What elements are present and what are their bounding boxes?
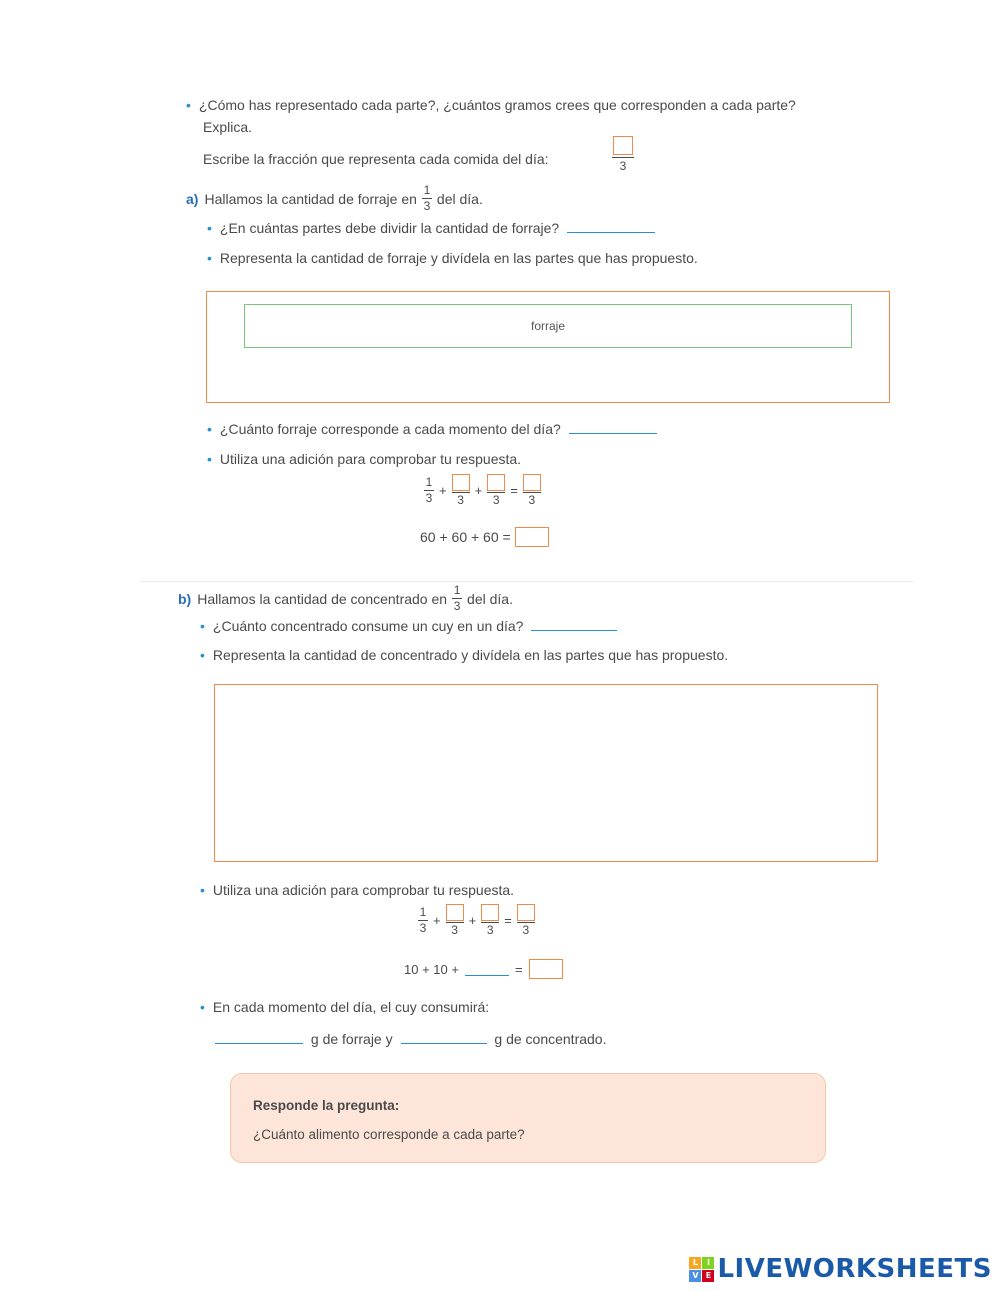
fraction-blank: 3 <box>523 474 541 507</box>
section-a-number-sum: 60 + 60 + 60 = <box>420 527 549 547</box>
section-b-title: b) Hallamos la cantidad de concentrado en $\frac{1}{3}$ del día. <box>178 583 513 613</box>
section-b-number-sum: 10 + 10 + = <box>404 959 563 979</box>
numerator-input[interactable] <box>517 904 535 921</box>
fraction-prompt <box>612 136 634 172</box>
section-b-bullet-3: • Utiliza una adición para comprobar tu respuesta. <box>200 882 515 898</box>
callout-title: Responde la pregunta: <box>253 1098 400 1113</box>
section-a-bullet-1: • ¿En cuántas partes debe dividir la cantidad de forraje? <box>207 220 655 236</box>
concentrate-drawing-area[interactable] <box>214 684 878 862</box>
numerator-input[interactable] <box>487 474 505 491</box>
fraction-one-third: $\frac{1}{3}$ <box>419 905 427 935</box>
sum-answer-box[interactable] <box>515 527 549 547</box>
fraction-denominator: 3 <box>619 159 627 173</box>
intro-question-cont: Explica. <box>203 119 253 135</box>
section-a-title: a) Hallamos la cantidad de forraje en $\frac{1}{3}$ del día. <box>186 183 483 213</box>
section-b-fraction-sum: $\frac{1}{3}$ + 3 + 3 = 3 <box>416 904 537 937</box>
fraction-bar <box>612 157 634 158</box>
forage-bar[interactable] <box>244 304 852 348</box>
forage-per-moment-blank[interactable] <box>569 433 657 434</box>
numerator-input[interactable] <box>452 474 470 491</box>
numerator-input[interactable] <box>523 474 541 491</box>
forage-bar-label: forraje <box>530 319 565 333</box>
answer-callout <box>230 1073 826 1163</box>
fraction-blank: 3 <box>487 474 505 507</box>
callout-question: ¿Cuánto alimento corresponde a cada parte? <box>253 1127 525 1142</box>
section-a-bullet-4: • Utiliza una adición para comprobar tu respuesta. <box>207 451 522 467</box>
sum-answer-box[interactable] <box>529 959 563 979</box>
section-a-bullet-3: • ¿Cuánto forraje corresponde a cada momento del día? <box>207 421 657 437</box>
bullet-icon: • <box>186 97 191 113</box>
fraction-one-third: $\frac{1}{3}$ <box>453 583 461 613</box>
section-b-bullet-4: • En cada momento del día, el cuy consumirá: <box>200 999 490 1015</box>
fraction-one-third: $\frac{1}{3}$ <box>425 475 433 505</box>
liveworksheets-logo <box>689 1254 992 1284</box>
final-answer-line: g de forraje y g de concentrado. <box>215 1031 606 1047</box>
fraction-blank: 3 <box>517 904 535 937</box>
intro-question: • ¿Cómo has representado cada parte?, ¿cuántos gramos crees que corresponden a cada parte? <box>186 97 796 113</box>
concentrate-per-day-blank[interactable] <box>531 630 617 631</box>
fraction-one-third: $\frac{1}{3}$ <box>423 183 431 213</box>
parts-answer-blank[interactable] <box>567 232 655 233</box>
concentrate-grams-blank[interactable] <box>401 1043 487 1044</box>
section-divider <box>140 581 914 582</box>
write-fraction-line: Escribe la fracción que representa cada comida del día: <box>203 151 549 167</box>
section-a-bullet-2: • Representa la cantidad de forraje y divídela en las partes que has propuesto. <box>207 250 698 266</box>
logo-mark-icon: L I V E <box>689 1257 714 1282</box>
section-a-fraction-sum: $\frac{1}{3}$ + 3 + 3 = 3 <box>422 474 543 507</box>
forage-grams-blank[interactable] <box>215 1043 303 1044</box>
numerator-input[interactable] <box>481 904 499 921</box>
logo-text: LIVEWORKSHEETS <box>717 1254 992 1284</box>
fraction-blank: 3 <box>446 904 464 937</box>
fraction-blank: 3 <box>481 904 499 937</box>
fraction-blank: 3 <box>452 474 470 507</box>
section-b-bullet-2: • Representa la cantidad de concentrado y divídela en las partes que has propuesto. <box>200 647 729 663</box>
numerator-input[interactable] <box>446 904 464 921</box>
third-addend-blank[interactable] <box>465 963 509 976</box>
section-b-bullet-1: • ¿Cuánto concentrado consume un cuy en un día? <box>200 618 617 634</box>
fraction-numerator-input[interactable] <box>613 136 633 155</box>
